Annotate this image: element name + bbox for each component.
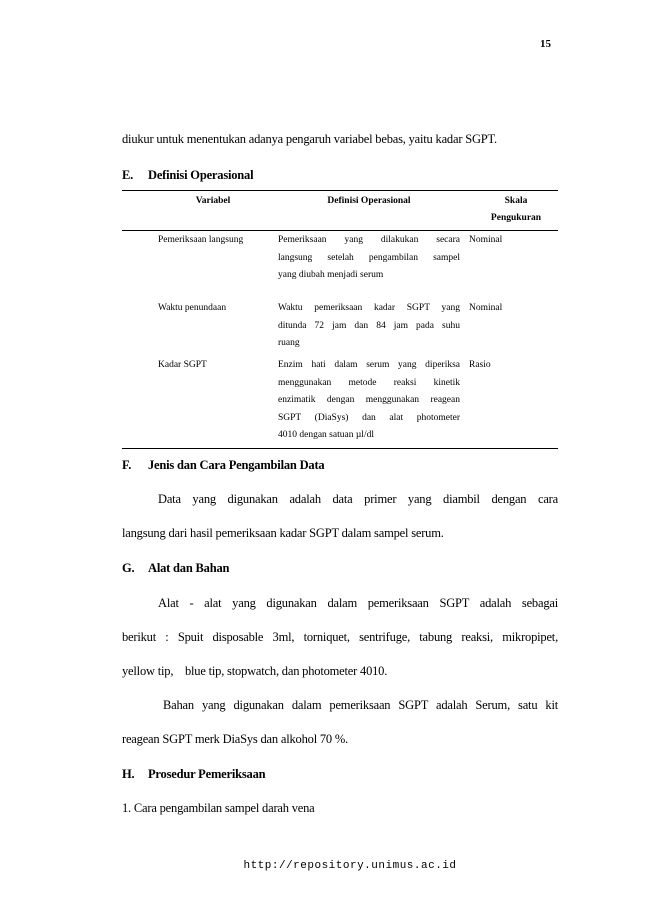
row2-definisi xyxy=(278,300,460,353)
row3-def-line: menggunakan metode reaksi kinetik xyxy=(278,377,460,388)
header-skala-line1: Skala xyxy=(504,196,528,206)
section-f-para-line: Data yang digunakan adalah data primer yang diambil dengan cara xyxy=(158,492,558,506)
section-f-title: Jenis dan Cara Pengambilan Data xyxy=(148,458,325,472)
header-skala xyxy=(474,193,558,227)
row2-def-line: ditunda 72 jam dan 84 jam pada suhu xyxy=(278,320,460,331)
row2-def-line: ruang xyxy=(278,338,300,348)
row3-definisi xyxy=(278,357,460,445)
table-bottom-rule xyxy=(122,448,558,449)
repository-url[interactable]: http://repository.unimus.ac.id xyxy=(243,860,457,872)
section-h-heading xyxy=(122,767,265,782)
header-variabel: Variabel xyxy=(195,196,231,206)
alat-line: yellow tip, blue tip, stopwatch, dan photometer 4010. xyxy=(122,664,388,678)
row3-def-line: SGPT (DiaSys) dan alat photometer xyxy=(278,412,460,423)
section-f-para-line: langsung dari hasil pemeriksaan kadar SGPT dalam sampel serum. xyxy=(122,526,444,540)
intro-line: diukur untuk menentukan adanya pengaruh variabel bebas, yaitu kadar SGPT. xyxy=(122,132,497,146)
section-e-letter: E. xyxy=(122,168,134,182)
row1-def-line: yang diubah menjadi serum xyxy=(278,270,384,280)
row3-def-line: Enzim hati dalam serum yang diperiksa xyxy=(278,360,460,370)
header-definisi: Definisi Operasional xyxy=(327,196,411,206)
section-e-heading xyxy=(122,168,253,183)
section-g-title: Alat dan Bahan xyxy=(148,561,230,575)
row2-def-line: Waktu pemeriksaan kadar SGPT yang xyxy=(278,303,460,313)
bahan-line: Bahan yang digunakan dalam pemeriksaan SGPT adalah Serum, satu kit xyxy=(163,698,558,712)
row1-skala: Nominal xyxy=(469,235,503,245)
row1-variabel: Pemeriksaan langsung xyxy=(158,235,244,245)
row2-variabel: Waktu penundaan xyxy=(158,303,227,313)
alat-line: berikut : Spuit disposable 3ml, torniquet, sentrifuge, tabung reaksi, mikropipet, xyxy=(122,630,558,644)
alat-line: Alat - alat yang digunakan dalam pemeriksaan SGPT adalah sebagai xyxy=(158,596,558,610)
bahan-line: reagean SGPT merk DiaSys dan alkohol 70 %. xyxy=(122,732,349,746)
header-skala-line2: Pengukuran xyxy=(490,213,542,223)
row1-def-line: Pemeriksaan yang dilakukan secara xyxy=(278,235,460,245)
row1-def-line: langsung setelah pengambilan sampel xyxy=(278,252,460,263)
section-g-letter: G. xyxy=(122,561,135,575)
page-number: 15 xyxy=(540,38,551,50)
table-top-rule xyxy=(122,190,558,191)
row2-skala: Nominal xyxy=(469,303,503,313)
row1-definisi xyxy=(278,232,460,285)
row3-def-line: enzimatik dengan menggunakan reagean xyxy=(278,395,460,405)
section-f-heading xyxy=(122,458,324,473)
table-header-rule xyxy=(122,230,558,231)
section-f-letter: F. xyxy=(122,458,132,472)
procedure-item-1: 1. Cara pengambilan sampel darah vena xyxy=(122,801,315,815)
row3-def-line: 4010 dengan satuan µl/dl xyxy=(278,430,374,440)
section-e-title: Definisi Operasional xyxy=(148,168,254,182)
row3-skala: Rasio xyxy=(469,360,491,370)
row3-variabel: Kadar SGPT xyxy=(158,360,207,370)
section-g-heading xyxy=(122,561,229,576)
section-h-title: Prosedur Pemeriksaan xyxy=(148,767,266,781)
section-h-letter: H. xyxy=(122,767,135,781)
